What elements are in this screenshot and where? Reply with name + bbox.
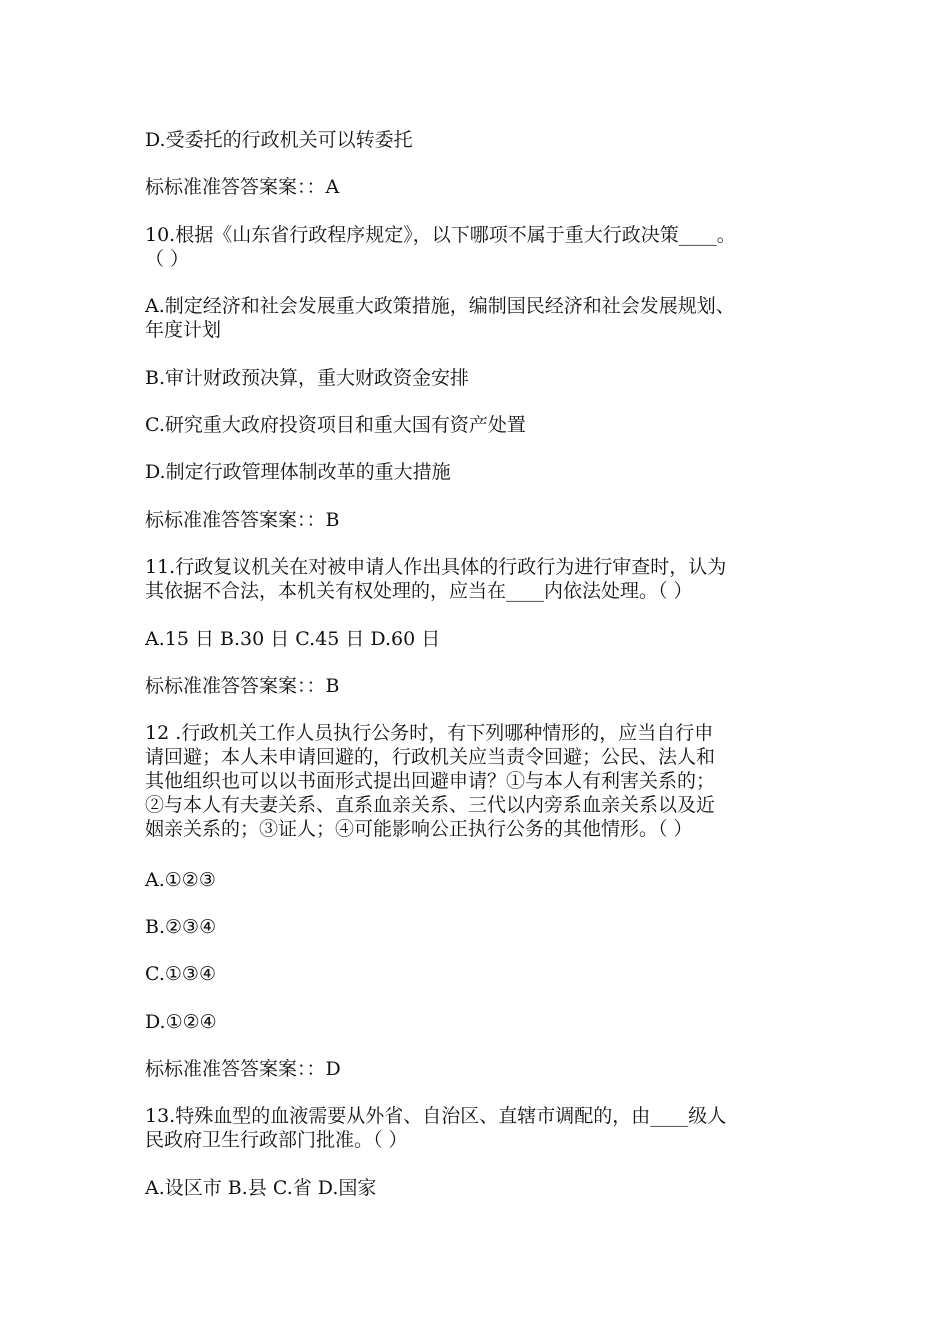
option-10d: D.制定行政管理体制改革的重大措施 bbox=[145, 461, 451, 483]
option-12a: A.①②③ bbox=[145, 869, 216, 891]
answer-9: 标标准准答答案案：：A bbox=[145, 176, 340, 198]
answer-11: 标标准准答答案案：：B bbox=[145, 675, 340, 697]
option-12c: C.①③④ bbox=[145, 963, 216, 985]
option-10b: B.审计财政预决算，重大财政资金安排 bbox=[145, 367, 470, 389]
options-13: A.设区市 B.县 C.省 D.国家 bbox=[145, 1177, 377, 1199]
option-12d: D.①②④ bbox=[145, 1011, 217, 1033]
option-10c: C.研究重大政府投资项目和重大国有资产处置 bbox=[145, 414, 526, 436]
question-13: 13.特殊血型的血液需要从外省、自治区、直辖市调配的，由____级人 民政府卫生行政部门批准。（ ） bbox=[145, 1105, 727, 1151]
question-10: 10.根据《山东省行政程序规定》，以下哪项不属于重大行政决策____。 （ ） bbox=[145, 224, 736, 270]
option-12b: B.②③④ bbox=[145, 916, 217, 938]
question-12: 12 .行政机关工作人员执行公务时，有下列哪种情形的，应当自行申 请回避；本人未申请回避的，行政机关应当责令回避；公民、法人和 其他组织也可以以书面形式提出回避申请？①与本人有利害关系的； ②与本人有夫妻关系、直系血亲关系、三代以内旁系血亲关系以及近 姻亲关系的；③证人；④可能影响公正执行公务的其他情形。（ ） bbox=[145, 722, 716, 840]
option-9d: D.受委托的行政机关可以转委托 bbox=[145, 129, 413, 151]
question-11: 11.行政复议机关在对被申请人作出具体的行政行为进行审查时，认为 其依据不合法，本机关有权处理的，应当在____内依法处理。（ ） bbox=[145, 556, 727, 602]
options-11: A.15 日 B.30 日 C.45 日 D.60 日 bbox=[145, 628, 441, 650]
option-10a: A.制定经济和社会发展重大政策措施，编制国民经济和社会发展规划、 年度计划 bbox=[145, 295, 735, 341]
answer-12: 标标准准答答案案：：D bbox=[145, 1058, 341, 1080]
answer-10: 标标准准答答案案：：B bbox=[145, 509, 340, 531]
